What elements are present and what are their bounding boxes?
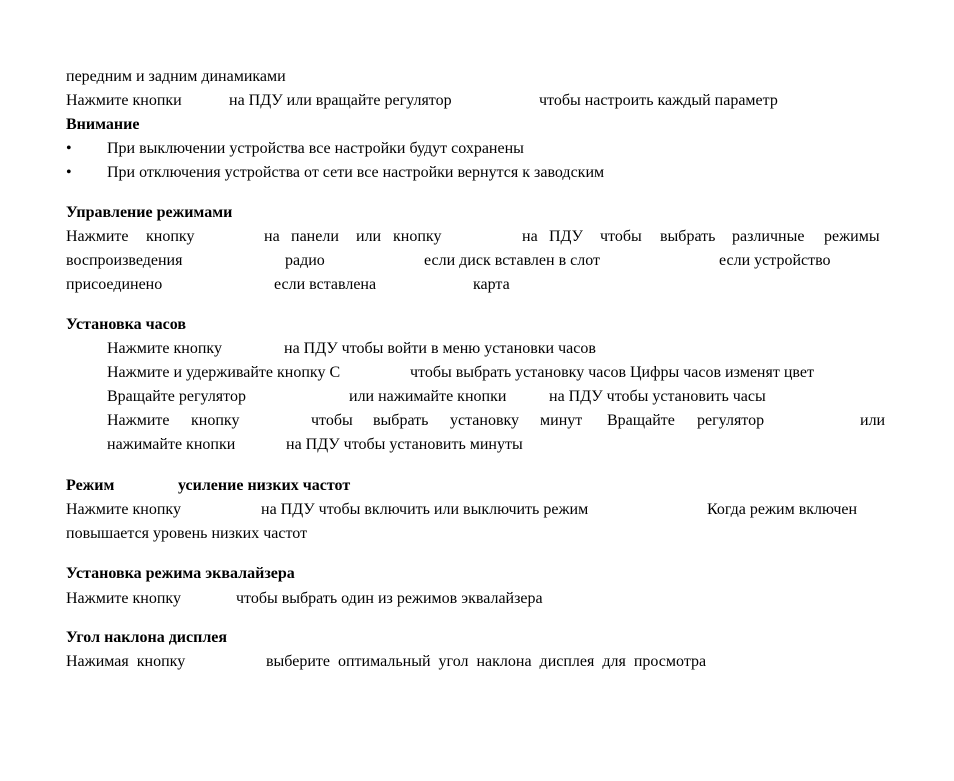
word: или — [356, 228, 382, 245]
text: выберите оптимальный угол наклона дисплея для просмотра — [266, 653, 707, 670]
text: чтобы выбрать установку часов Цифры часов изменят цвет — [410, 364, 814, 381]
text: Нажмите кнопку — [107, 340, 222, 357]
text: присоединено — [66, 276, 163, 293]
text: если устройство — [719, 252, 831, 269]
word: режимы — [824, 228, 880, 245]
heading-text: Управление режимами — [66, 204, 233, 221]
section-heading — [66, 628, 227, 648]
text: Нажмите и удерживайте кнопку С — [107, 364, 341, 381]
text-line — [0, 275, 954, 295]
text: на ПДУ или вращайте регулятор — [229, 92, 452, 109]
section-heading — [0, 476, 954, 496]
word: ПДУ — [549, 228, 583, 245]
text-line — [66, 67, 286, 87]
text: чтобы настроить каждый параметр — [539, 92, 778, 109]
bullet-text: При отключения устройства от сети все настройки вернутся к заводским — [107, 164, 605, 181]
text: Нажмите кнопки — [66, 92, 182, 109]
text: Вращайте регулятор — [107, 388, 246, 405]
text: на ПДУ чтобы установить минуты — [286, 436, 523, 453]
text-line — [0, 91, 954, 111]
heading-text: Установка часов — [66, 316, 186, 333]
word: кнопку — [393, 228, 442, 245]
word: кнопку — [146, 228, 195, 245]
text: на ПДУ чтобы войти в меню установки часов — [284, 340, 596, 357]
word: установку — [450, 412, 520, 429]
text: на ПДУ чтобы включить или выключить режим — [261, 501, 589, 518]
section-heading — [66, 203, 232, 223]
text: воспроизведения — [66, 252, 183, 269]
bullet-icon: • — [66, 164, 72, 181]
text: на ПДУ чтобы установить часы — [549, 388, 766, 405]
text: карта — [473, 276, 510, 293]
word: на — [264, 228, 280, 245]
text-line — [0, 589, 954, 609]
word: выбрать — [660, 228, 716, 245]
heading-text: Установка режима эквалайзера — [66, 565, 295, 582]
text-line — [0, 251, 954, 271]
word: Нажмите — [66, 228, 129, 245]
word: чтобы — [600, 228, 642, 245]
word: минут — [540, 412, 583, 429]
word: различные — [732, 228, 805, 245]
bullet-icon: • — [66, 140, 72, 157]
text-line — [0, 435, 954, 455]
bullet-item — [0, 163, 954, 183]
text: нажимайте кнопки — [107, 436, 236, 453]
word: регулятор — [697, 412, 765, 429]
heading-text: усиление низких частот — [178, 477, 351, 494]
section-heading — [66, 315, 186, 335]
heading-text: Режим — [66, 477, 115, 494]
text-line — [0, 652, 954, 672]
word: выбрать — [373, 412, 429, 429]
text: радио — [285, 252, 325, 269]
text-line — [0, 339, 954, 359]
text: или нажимайте кнопки — [349, 388, 507, 405]
text-line — [0, 411, 954, 431]
text: если вставлена — [274, 276, 377, 293]
text: Когда режим включен — [707, 501, 858, 518]
text: чтобы выбрать один из режимов эквалайзера — [236, 590, 543, 607]
text-line — [0, 363, 954, 383]
word: чтобы — [311, 412, 353, 429]
text: Нажмите кнопку — [66, 590, 181, 607]
text: повышается уровень низких частот — [66, 525, 308, 542]
text: передним и задним динамиками — [66, 68, 286, 85]
section-heading — [66, 564, 295, 584]
text-line — [0, 227, 954, 247]
word: Вращайте — [607, 412, 675, 429]
word: панели — [291, 228, 339, 245]
word: или — [860, 412, 886, 429]
warning-heading — [66, 115, 139, 135]
word: на — [522, 228, 538, 245]
text: Нажмите кнопку — [66, 501, 181, 518]
heading-text: Внимание — [66, 116, 140, 133]
text: если диск вставлен в слот — [424, 252, 600, 269]
heading-text: Угол наклона дисплея — [66, 629, 228, 646]
word: кнопку — [191, 412, 240, 429]
text-line — [66, 524, 307, 544]
text-line — [0, 387, 954, 407]
text: Нажимая кнопку — [66, 653, 186, 670]
word: Нажмите — [107, 412, 170, 429]
text-line — [0, 500, 954, 520]
bullet-text: При выключении устройства все настройки будут сохранены — [107, 140, 524, 157]
bullet-item — [0, 139, 954, 159]
